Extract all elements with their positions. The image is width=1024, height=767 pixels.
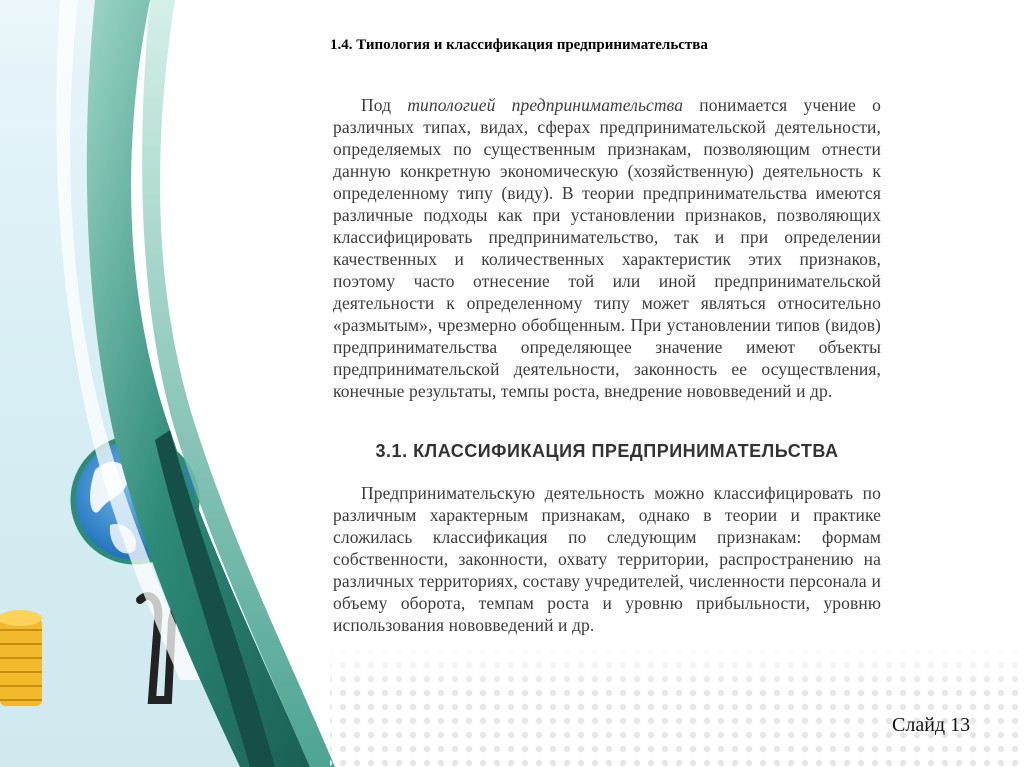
para1-italic-term: типологией предпринимательства xyxy=(407,95,684,115)
paragraph-classification: Предпринимательскую деятельность можно классифицировать по различным характерным признакам, однако в теории и практике сложилась классификация по следующим признакам: формам собственности, законности, охвату территории, распространению на различных территориях, составу учредителей, численности персонала и объему оборота, темпам роста и уровню прибыльности, уровню использования нововведений и др. xyxy=(333,483,881,635)
slide-number: Слайд 13 xyxy=(892,714,971,736)
para1-body: понимается учение о различных типах, видах, сферах предпринимательской деятельности, определяемых по существенным признакам, позволяющим отнести данную конкретную экономическую (хозяйственную) деятельность к определенному типу (виду). В теории предпринимательства имеются различные подходы как при установлении признаков, позволяющих классифицировать предпринимательство, так и при определении качественных и количественных характеристик этих признаков, поэтому часто отнесение той или иной предпринимательской деятельности к определенному типу может являться относительно «размытым», чрезмерно обобщенным. При установлении типов (видов) предпринимательства определяющее значение имеют объекты предпринимательской деятельности, законность ее осуществления, конечные результаты, темпы роста, внедрение нововведений и др. xyxy=(333,95,881,401)
paragraph-typology xyxy=(333,94,881,402)
section-heading: 3.1. КЛАССИФИКАЦИЯ ПРЕДПРИНИМАТЕЛЬСТВА xyxy=(375,441,839,461)
scanned-textbook-page xyxy=(333,94,881,636)
slide-title: 1.4. Типология и классификация предпринимательства xyxy=(330,37,708,53)
para1-lead: Под xyxy=(361,95,408,115)
